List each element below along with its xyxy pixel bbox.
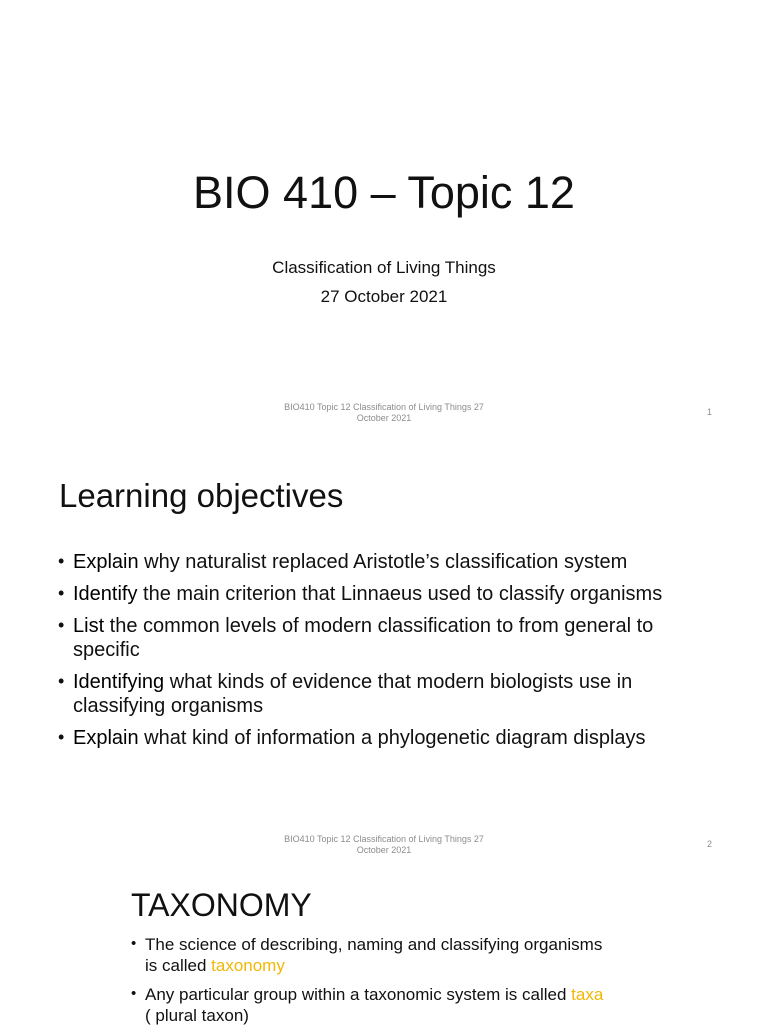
bullet-text: The science of describing, naming and classifying organisms is called	[145, 935, 603, 975]
slide-date: 27 October 2021	[320, 287, 448, 306]
footer-line: October 2021	[356, 413, 412, 423]
objective-text: the main criterion that Linnaeus used to classify organisms	[137, 583, 663, 605]
list-item	[131, 934, 611, 976]
footer-line: October 2021	[356, 845, 412, 855]
list-item	[58, 582, 718, 606]
taxonomy-list	[131, 934, 611, 1034]
list-item	[58, 726, 718, 750]
objective-text: what kinds of evidence that modern biologists use in classifying organisms	[73, 671, 633, 717]
slide-number: 1	[706, 407, 712, 417]
footer-line: BIO410 Topic 12 Classification of Living Things 27	[284, 402, 484, 412]
slide-heading: Learning objectives	[59, 477, 344, 514]
objective-text: the common levels of modern classification to from general to specific	[73, 615, 654, 661]
list-item	[58, 550, 718, 574]
slide-footer	[270, 834, 498, 856]
slide-2	[0, 432, 768, 864]
objective-verb: List	[73, 615, 105, 637]
list-item	[131, 984, 611, 1026]
objective-verb: Explain	[73, 551, 139, 573]
bullet-text: Any particular group within a taxonomic system is called	[145, 985, 572, 1004]
slide-3	[0, 864, 768, 1024]
slide-heading: TAXONOMY	[131, 887, 312, 923]
bullet-suffix: ( plural taxon)	[145, 1006, 249, 1025]
objective-verb: Explain	[73, 727, 139, 749]
objective-text: what kind of information a phylogenetic diagram displays	[138, 727, 646, 749]
objectives-list	[58, 550, 718, 758]
highlight-term: taxa	[571, 985, 604, 1004]
objective-verb: Identify	[73, 583, 138, 605]
highlight-term: taxonomy	[211, 956, 285, 975]
slide-title: BIO 410 – Topic 12	[193, 167, 575, 218]
list-item	[58, 670, 718, 718]
slide-1	[0, 0, 768, 432]
objective-text: why naturalist replaced Aristotle’s classification system	[138, 551, 628, 573]
slide-footer	[270, 402, 498, 424]
slide-number: 2	[706, 839, 712, 849]
footer-line: BIO410 Topic 12 Classification of Living Things 27	[284, 834, 484, 844]
objective-verb: Identifying	[73, 671, 165, 693]
slide-subtitle: Classification of Living Things	[272, 258, 496, 277]
list-item	[58, 614, 718, 662]
